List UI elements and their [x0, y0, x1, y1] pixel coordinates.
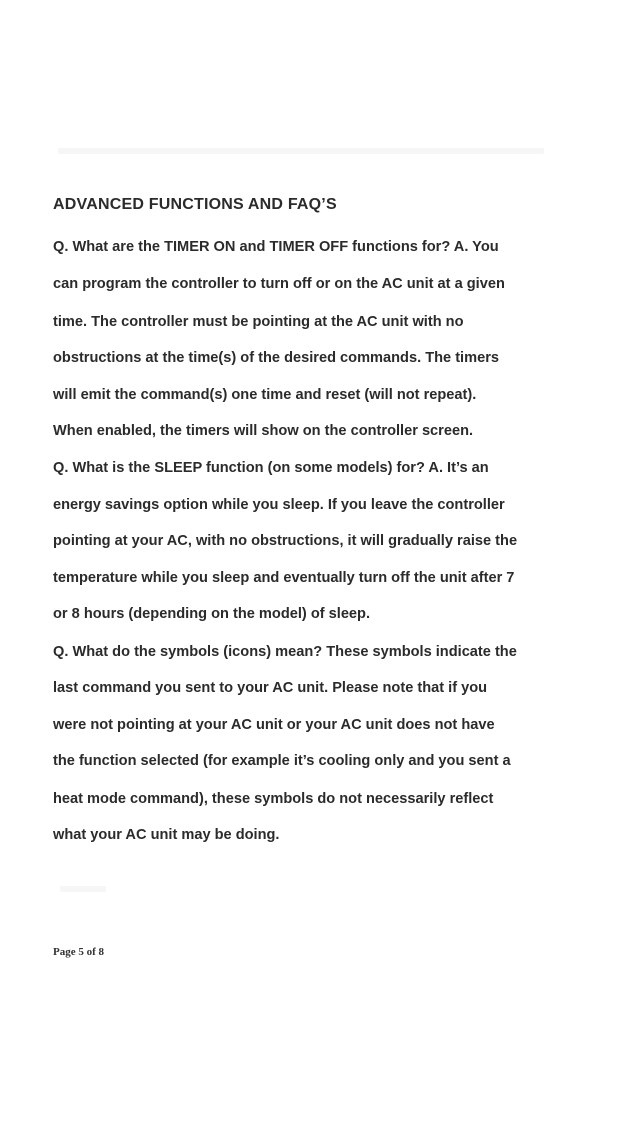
- body-text-line: Q. What is the SLEEP function (on some models) for? A. It’s an: [53, 460, 489, 476]
- body-text-line: will emit the command(s) one time and reset (will not repeat).: [53, 387, 477, 403]
- body-text-line: When enabled, the timers will show on the controller screen.: [53, 423, 474, 439]
- body-text-line: pointing at your AC, with no obstructions, it will gradually raise the: [53, 533, 518, 549]
- body-text-line: or 8 hours (depending on the model) of sleep.: [53, 606, 371, 622]
- section-heading: ADVANCED FUNCTIONS AND FAQ’S: [53, 196, 337, 213]
- body-text-line: time. The controller must be pointing at the AC unit with no: [53, 314, 464, 330]
- body-text-line: Q. What are the TIMER ON and TIMER OFF functions for? A. You: [53, 239, 499, 255]
- body-text-line: Q. What do the symbols (icons) mean? These symbols indicate the: [53, 644, 517, 660]
- page-number: Page 5 of 8: [53, 946, 105, 958]
- body-text-line: the function selected (for example it’s cooling only and you sent a: [53, 753, 511, 769]
- body-text-line: obstructions at the time(s) of the desired commands. The timers: [53, 350, 500, 366]
- body-text-line: were not pointing at your AC unit or your AC unit does not have: [53, 717, 495, 733]
- body-text-line: temperature while you sleep and eventually turn off the unit after 7: [53, 570, 515, 586]
- body-text-line: can program the controller to turn off or on the AC unit at a given: [53, 276, 505, 292]
- body-text-line: heat mode command), these symbols do not necessarily reflect: [53, 791, 494, 807]
- body-text-line: last command you sent to your AC unit. Please note that if you: [53, 680, 488, 696]
- body-text-line: what your AC unit may be doing.: [53, 827, 280, 843]
- faded-text-line: [60, 886, 106, 892]
- faded-text-line: [58, 148, 544, 154]
- body-text-line: energy savings option while you sleep. If you leave the controller: [53, 497, 505, 513]
